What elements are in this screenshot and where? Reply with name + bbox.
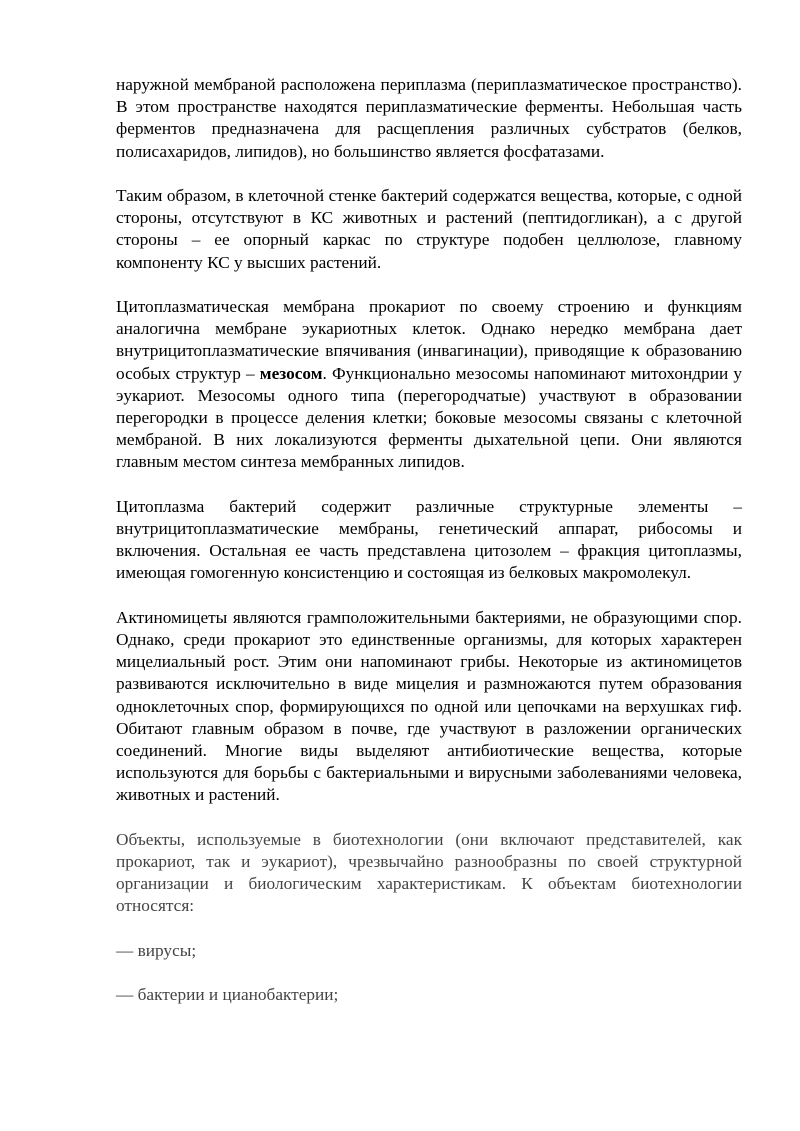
- paragraph-cytoplasmic-membrane: [116, 296, 742, 474]
- paragraph-biotech-objects: Объекты, используемые в биотехнологии (они включают представителей, как прокариот, так и эукариот), чрезвычайно разнообразны по своей структурной организации и биологическим характеристикам. К объектам биотехнологии относятся:: [116, 829, 742, 916]
- list-item: — вирусы;: [116, 940, 197, 960]
- paragraph-cytoplasm: Цитоплазма бактерий содержит различные структурные элементы – внутрицитоплазматические мембраны, генетический аппарат, рибосомы и включения. Остальная ее часть представлена цитозолем – фракция цитоплазмы, имеющая гомогенную консистенцию и состоящая из белковых макромолекул.: [116, 496, 742, 583]
- paragraph-text: Цитоплазматическая мембрана прокариот по своему строению и функциям аналогична мембране эукариотных клеток. Однако нередко мембрана дает внутрицитоплазматические впячивания (инвагинации), приводящие к образованию особых структур –: [116, 297, 742, 383]
- document-body: [116, 74, 742, 1029]
- paragraph-actinomycetes: Актиномицеты являются грамположительными бактериями, не образующими спор. Однако, среди прокариот это единственные организмы, для которых характерен мицелиальный рост. Этим они напоминают грибы. Некоторые из актиномицетов развиваются исключительно в виде мицелия и размножаются путем образования одноклеточных спор, формирующихся по одной или цепочками на верхушках гиф. Обитают главным образом в почве, где участвуют в разложении органических соединений. Многие виды выделяют антибиотические вещества, которые используются для борьбы с бактериальными и вирусными заболеваниями человека, животных и растений.: [116, 607, 742, 805]
- list-item: — бактерии и цианобактерии;: [116, 985, 339, 1005]
- paragraph-text: . Функционально мезосомы напоминают митохондрии у эукариот. Мезосомы одного типа (перегородчатые) участвуют в образовании перегородки в процессе деления клетки; боковые мезосомы связаны с клеточной мембраной. В них локализуются ферменты дыхательной цепи. Они являются главным местом синтеза мембранных липидов.: [116, 363, 742, 472]
- paragraph-cell-wall-summary: Таким образом, в клеточной стенке бактерий содержатся вещества, которые, с одной стороны, отсутствуют в КС животных и растений (пептидогликан), а с другой стороны – ее опорный каркас по структуре подобен целлюлозе, главному компоненту КС у высших растений.: [116, 186, 742, 272]
- paragraph-periplasm: наружной мембраной расположена периплазма (периплазматическое пространство). В этом пространстве находятся периплазматические ферменты. Небольшая часть ферментов предназначена для расщепления различных субстратов (белков, полисахаридов, липидов), но большинство является фосфатазами.: [116, 75, 742, 161]
- bold-term-mesosomes: мезосом: [259, 363, 323, 383]
